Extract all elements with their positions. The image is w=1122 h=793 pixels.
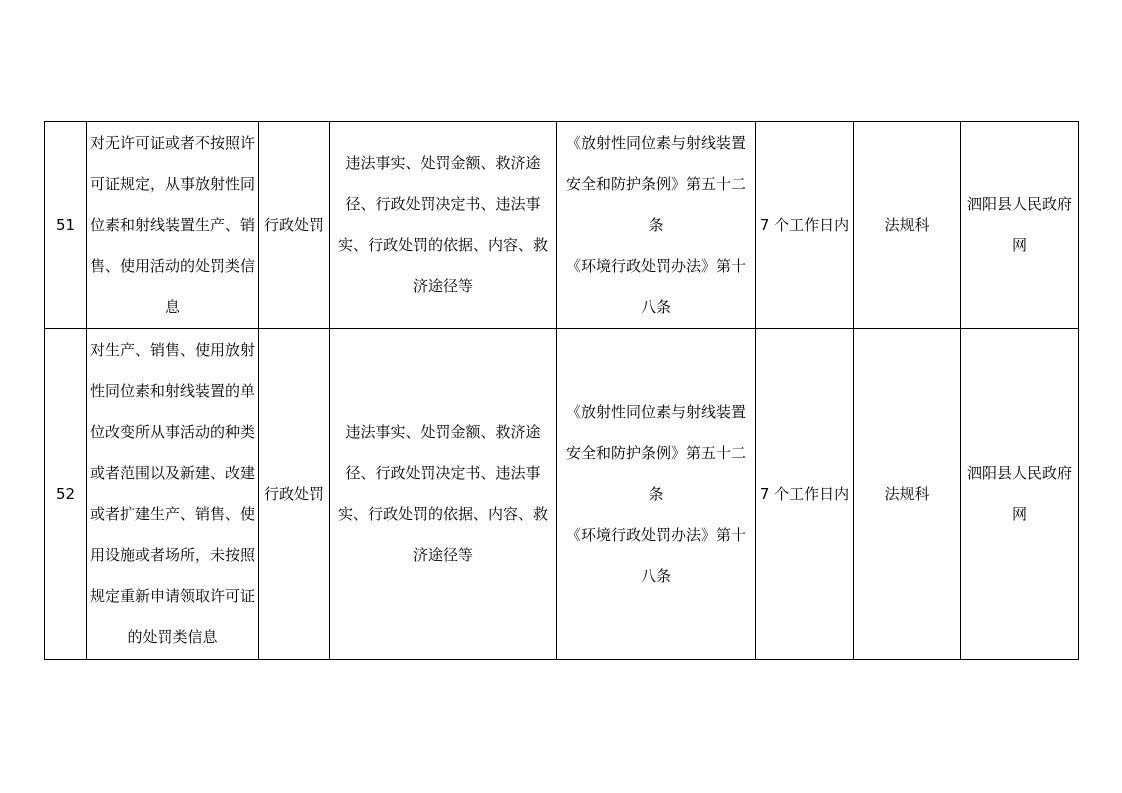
content-text: 违法事实、处罚金额、救济途径、行政处罚决定书、违法事实、行政处罚的依据、内容、救济途径等: [337, 154, 548, 295]
basis-regulation-text: 《放射性同位素与射线装置安全和防护条例》第五十二条: [565, 133, 746, 234]
content-text: 违法事实、处罚金额、救济途径、行政处罚决定书、违法事实、行政处罚的依据、内容、救济途径等: [337, 423, 548, 564]
channel-cell: [961, 329, 1079, 660]
table-row: [45, 329, 1079, 660]
item-cell: [87, 122, 259, 329]
time-limit-text: 7 个工作日内: [759, 484, 850, 503]
item-text: 对无许可证或者不按照许可证规定，从事放射性同位素和射线装置生产、销售、使用活动的处罚类信息: [89, 133, 255, 316]
content-cell: [330, 329, 557, 660]
content-cell: [330, 122, 557, 329]
basis-measures-text: 《环境行政处罚办法》第十八条: [565, 525, 746, 585]
category-cell: [259, 329, 330, 660]
time-limit-cell: [756, 122, 854, 329]
channel-cell: [961, 122, 1079, 329]
category-text: 行政处罚: [263, 215, 324, 234]
row-number: 52: [55, 484, 76, 503]
basis-cell: [557, 329, 756, 660]
basis-cell: [557, 122, 756, 329]
row-number-cell: [45, 329, 87, 660]
department-text: 法规科: [884, 215, 930, 234]
disclosure-table: [44, 121, 1079, 660]
department-cell: [854, 122, 961, 329]
department-text: 法规科: [884, 484, 930, 503]
item-text: 对生产、销售、使用放射性同位素和射线装置的单位改变所从事活动的种类或者范围以及新建、改建或者扩建生产、销售、使用设施或者场所，未按照规定重新申请领取许可证的处罚类信息: [89, 341, 255, 646]
basis-regulation-text: 《放射性同位素与射线装置安全和防护条例》第五十二条: [565, 402, 746, 503]
row-number: 51: [55, 215, 76, 234]
channel-text: 泗阳县人民政府网: [966, 464, 1072, 523]
item-cell: [87, 329, 259, 660]
category-cell: [259, 122, 330, 329]
channel-text: 泗阳县人民政府网: [966, 195, 1072, 254]
basis-measures-text: 《环境行政处罚办法》第十八条: [565, 256, 746, 316]
time-limit-cell: [756, 329, 854, 660]
department-cell: [854, 329, 961, 660]
table-row: [45, 122, 1079, 329]
time-limit-text: 7 个工作日内: [759, 215, 850, 234]
category-text: 行政处罚: [263, 484, 324, 503]
row-number-cell: [45, 122, 87, 329]
